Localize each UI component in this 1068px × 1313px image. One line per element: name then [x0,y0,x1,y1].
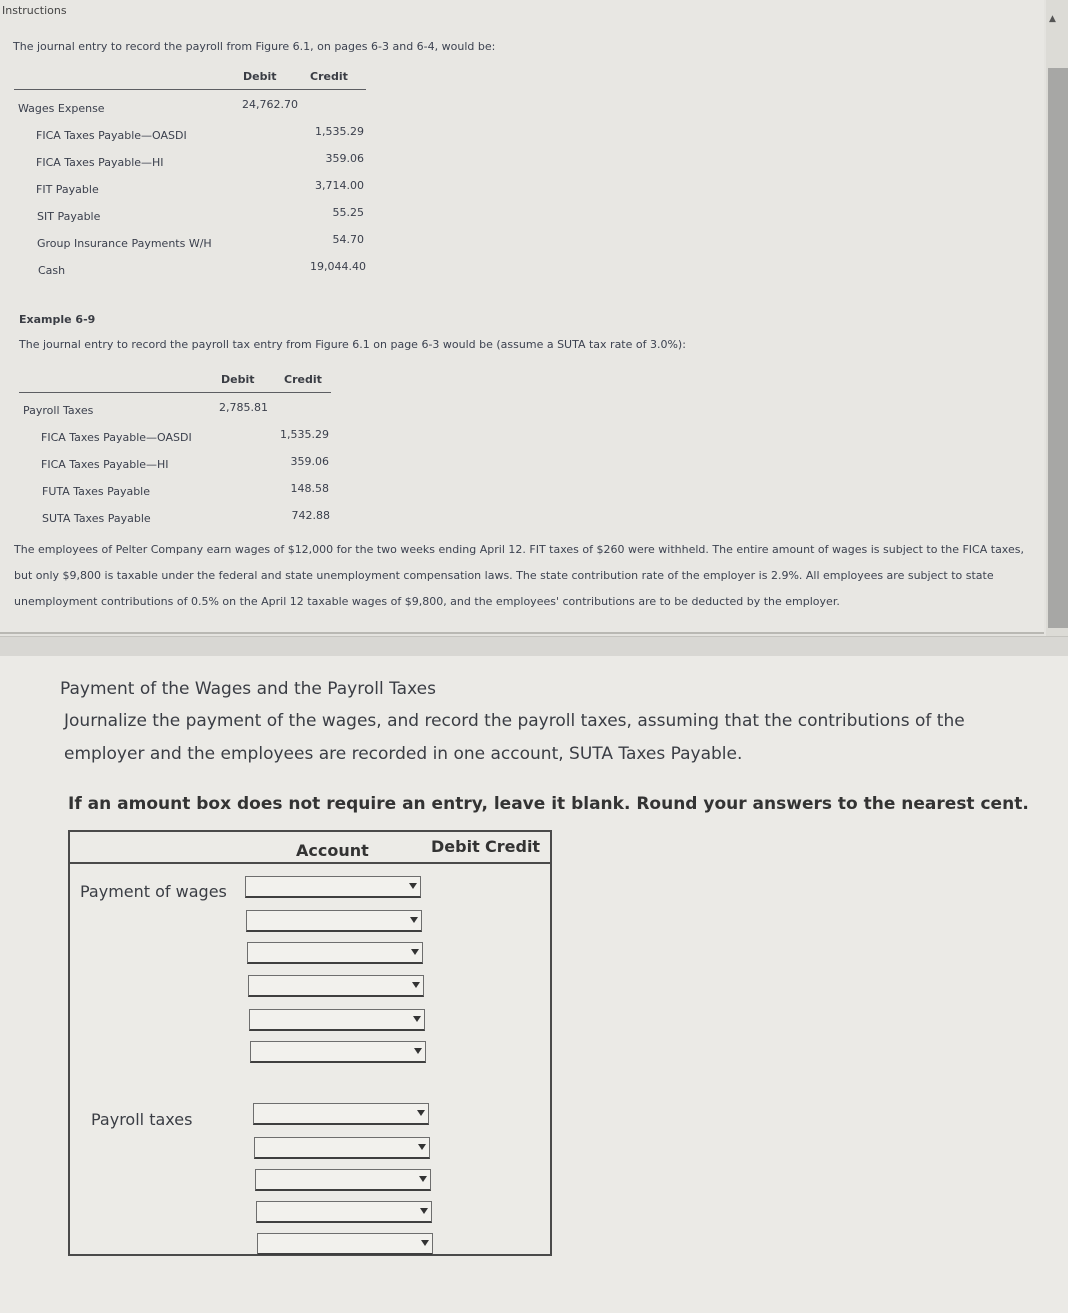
chevron-down-icon [409,883,417,889]
table1-credit-7: 19,044.40 [310,260,366,273]
chevron-down-icon [413,1016,421,1022]
scrollbar-thumb[interactable] [1048,68,1068,628]
chevron-down-icon [419,1176,427,1182]
table1-debit-1: 24,762.70 [242,98,298,111]
taxes-account-select-3[interactable] [255,1169,431,1191]
table1-credit-5: 55.25 [332,206,364,219]
table1-account-6: Group Insurance Payments W/H [37,237,212,250]
intro-text-1: The journal entry to record the payroll from Figure 6.1, on pages 6-3 and 6-4, would be: [13,40,496,53]
instructions-title: Instructions [2,4,67,17]
wages-account-select-4[interactable] [248,975,424,997]
table1-credit-3: 359.06 [325,152,364,165]
instructions-panel [0,0,1044,634]
table2-debit-header: Debit [221,373,255,386]
taxes-account-select-5[interactable] [257,1233,433,1255]
chevron-down-icon [411,949,419,955]
table1-account-5: SIT Payable [37,210,101,223]
table1-credit-6: 54.70 [332,233,364,246]
debit-column-header: Debit [431,837,480,856]
payment-of-wages-label: Payment of wages [80,882,227,901]
wages-account-select-3[interactable] [247,942,423,964]
wages-account-select-2[interactable] [246,910,422,932]
problem-statement: The employees of Pelter Company earn wages of $12,000 for the two weeks ending April 12. FIT taxes of $260 were withheld. The entire amount of wages is subject to the FICA taxes, but only $9,800 is taxable under the federal and state unemployment compensation laws. The state contribution rate of the employer is 2.9%. All employees are subject to state unemployment contributions of 0.5% on the April 12 taxable wages of $9,800, and the employees' contributions are to be deducted by the employer. [14,543,1024,608]
chevron-down-icon [410,917,418,923]
scroll-up-arrow-icon[interactable]: ▲ [1049,14,1056,24]
account-column-header: Account [296,841,369,860]
rounding-note: If an amount box does not require an entry, leave it blank. Round your answers to the nearest cent. [68,794,1029,814]
taxes-account-select-4[interactable] [256,1201,432,1223]
payroll-taxes-label: Payroll taxes [91,1110,193,1129]
table2-debit-1: 2,785.81 [219,401,268,414]
intro-text-2: The journal entry to record the payroll tax entry from Figure 6.1 on page 6-3 would be (assume a SUTA tax rate of 3.0%): [19,338,686,351]
table2-account-4: FUTA Taxes Payable [42,485,151,498]
table1-account-7: Cash [38,264,66,277]
table2-account-2: FICA Taxes Payable—OASDI [41,431,192,444]
table1-credit-header: Credit [310,70,348,83]
table1-account-3: FICA Taxes Payable—HI [36,156,164,169]
table2-credit-5: 742.88 [291,509,330,522]
chevron-down-icon [421,1240,429,1246]
table2-credit-header: Credit [284,373,322,386]
taxes-account-select-1[interactable] [253,1103,429,1125]
chevron-down-icon [412,982,420,988]
table1-credit-2: 1,535.29 [315,125,364,138]
chevron-down-icon [417,1110,425,1116]
table1-account-2: FICA Taxes Payable—OASDI [36,129,187,142]
task-instructions: Journalize the payment of the wages, and record the payroll taxes, assuming that the contributions of the employer and the employees are recorded in one account, SUTA Taxes Payable. [64,711,965,764]
taxes-account-select-2[interactable] [254,1137,430,1159]
chevron-down-icon [418,1144,426,1150]
journal-header-rule [68,862,552,864]
panel-divider [0,636,1068,657]
table2-credit-3: 359.06 [290,455,329,468]
table2-account-5: SUTA Taxes Payable [42,512,151,525]
wages-account-select-6[interactable] [250,1041,426,1063]
credit-column-header: Credit [485,837,541,856]
table1-debit-header: Debit [243,70,277,83]
table2-credit-2: 1,535.29 [280,428,329,441]
table1-header-rule [14,89,366,90]
wages-account-select-5[interactable] [249,1009,425,1031]
table2-account-1: Payroll Taxes [23,404,94,417]
chevron-down-icon [414,1048,422,1054]
example-title: Example 6-9 [19,313,96,326]
chevron-down-icon [420,1208,428,1214]
table2-account-3: FICA Taxes Payable—HI [41,458,169,471]
table2-credit-4: 148.58 [290,482,329,495]
section-title: Payment of the Wages and the Payroll Taxes [60,679,436,699]
table1-account-1: Wages Expense [18,102,105,115]
table1-account-4: FIT Payable [36,183,99,196]
table1-credit-4: 3,714.00 [315,179,364,192]
table2-header-rule [19,392,331,393]
wages-account-select-1[interactable] [245,876,421,898]
